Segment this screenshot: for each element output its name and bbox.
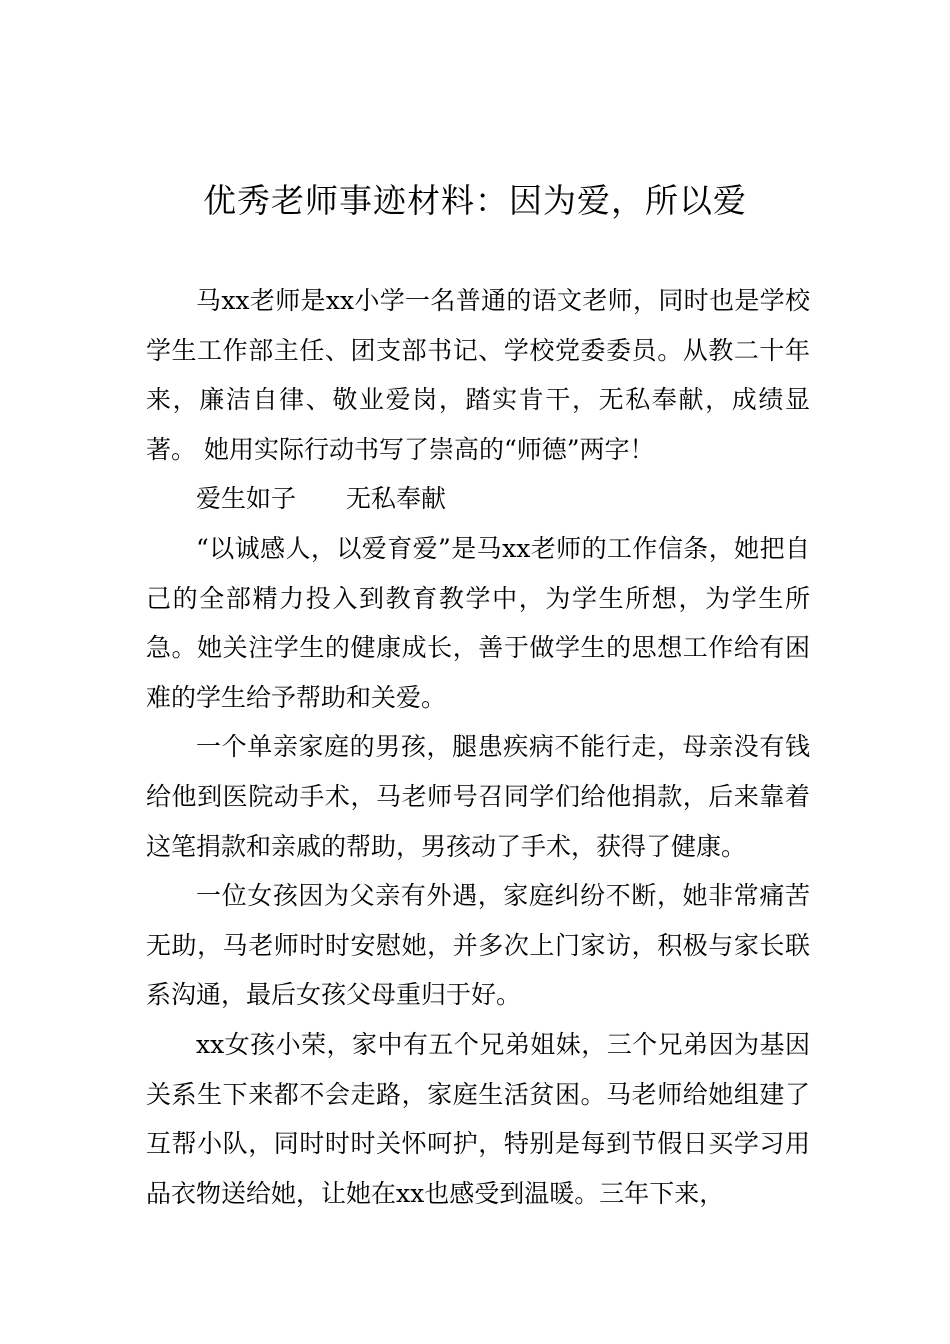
paragraph-story-girl: 一位女孩因为父亲有外遇，家庭纠纷不断，她非常痛苦无助，马老师时时安慰她，并多次上门家访，积极与家长联系沟通，最后女孩父母重归于好。 — [146, 881, 810, 1010]
paragraph-intro: 马xx老师是xx小学一名普通的语文老师，同时也是学校学生工作部主任、团支部书记、学校党委委员。从教二十年来，廉洁自律、敬业爱岗，踏实肯干，无私奉献，成绩显著。 她用实际行动书写了崇高的“师德”两字！ — [146, 286, 810, 464]
document-title: 优秀老师事迹材料：因为爱，所以爱 — [203, 181, 747, 220]
document-body — [146, 276, 810, 1218]
paragraph-story-boy: 一个单亲家庭的男孩，腿患疾病不能行走，母亲没有钱给他到医院动手术，马老师号召同学们给他捐款，后来靠着这笔捐款和亲戚的帮助，男孩动了手术，获得了健康。 — [146, 732, 810, 861]
section-heading: 爱生如子 无私奉献 — [196, 484, 447, 514]
paragraph-story-xiaorong: xx女孩小荣，家中有五个兄弟姐妹，三个兄弟因为基因关系生下来都不会走路，家庭生活贫困。马老师给她组建了互帮小队，同时时时关怀呵护，特别是每到节假日买学习用品衣物送给她，让她在xx也感受到温暖。三年下来， — [146, 1029, 810, 1208]
paragraph-motto: “以诚感人，以爱育爱”是马xx老师的工作信条，她把自己的全部精力投入到教育教学中，为学生所想，为学生所急。她关注学生的健康成长，善于做学生的思想工作给有困难的学生给予帮助和关爱。 — [146, 533, 810, 712]
